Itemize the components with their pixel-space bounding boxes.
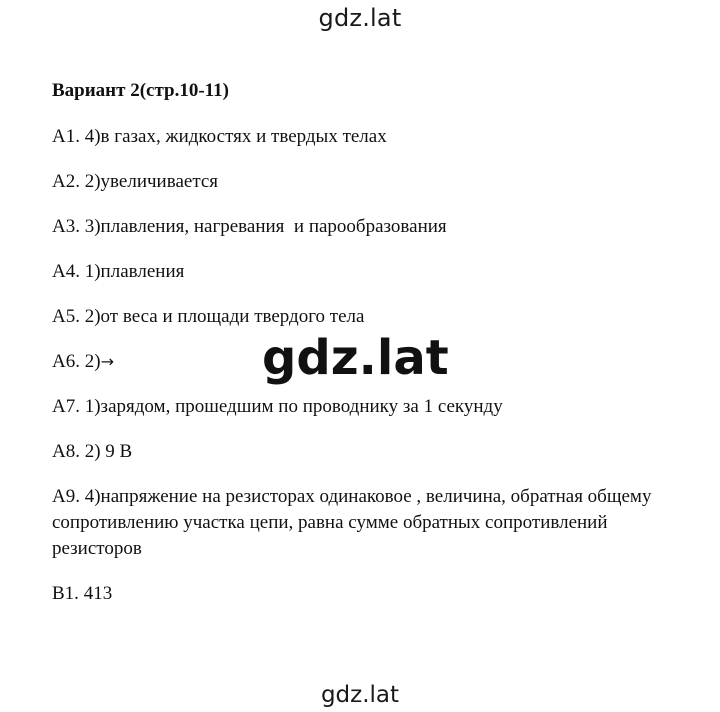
answer-a5 <box>52 304 692 330</box>
answer-a8 <box>52 439 692 465</box>
answer-text: 2)увеличивается <box>84 171 219 192</box>
answer-a4 <box>52 259 692 285</box>
watermark-bottom: gdz.lat <box>320 682 400 708</box>
answer-text: 4)напряжение на резисторах одинаковое , величина, обратная общему сопротивлению участка цепи, равна сумме обратных сопротивлений резисторов <box>52 486 652 559</box>
answer-text: 413 <box>83 583 113 604</box>
answer-text: 1)плавления <box>84 261 185 282</box>
answer-label: А2. <box>52 171 80 192</box>
answer-a3 <box>52 214 692 240</box>
answer-b1 <box>52 581 692 607</box>
answer-label: А3. <box>52 216 80 237</box>
variant-title: Вариант 2(стр.10-11) <box>52 80 229 101</box>
watermark-center: gdz.lat <box>262 330 449 386</box>
answer-text: 3)плавления, нагревания и парообразования <box>84 216 447 237</box>
answer-text: 1)зарядом, прошедшим по проводнику за 1 секунду <box>84 396 503 417</box>
answer-label: В1. <box>52 583 79 604</box>
answer-label: А4. <box>52 261 80 282</box>
answer-label: А6. <box>52 351 80 372</box>
answer-label: А7. <box>52 396 80 417</box>
answer-text: 2) 9 В <box>84 441 133 462</box>
right-arrow-icon: → <box>100 352 114 371</box>
answer-a2 <box>52 169 692 195</box>
answer-a9 <box>52 484 652 562</box>
answer-text: 2) <box>84 351 101 372</box>
answer-label: А8. <box>52 441 80 462</box>
answer-a1 <box>52 124 692 150</box>
answer-label: А1. <box>52 126 80 147</box>
watermark-top: gdz.lat <box>318 4 402 32</box>
answer-a7 <box>52 394 692 420</box>
answer-label: А9. <box>52 486 80 507</box>
answer-text: 4)в газах, жидкостях и твердых телах <box>84 126 387 147</box>
answer-text: 2)от веса и площади твердого тела <box>84 306 365 327</box>
answer-label: А5. <box>52 306 80 327</box>
